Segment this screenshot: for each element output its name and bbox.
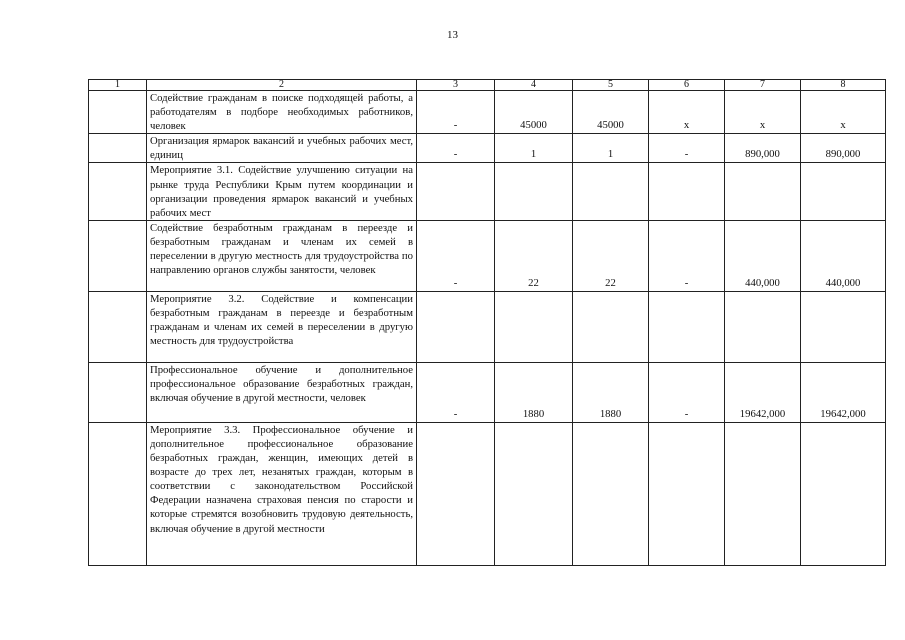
- table-cell: [417, 291, 495, 362]
- column-number-cell: 8: [801, 80, 886, 91]
- table-cell: [89, 163, 147, 220]
- table-cell: х: [649, 91, 725, 134]
- table-cell: 440,000: [725, 220, 801, 291]
- table-cell: 890,000: [725, 134, 801, 163]
- table-cell: [89, 291, 147, 362]
- table-row: [89, 220, 886, 291]
- table-cell: [573, 291, 649, 362]
- table-cell: [495, 422, 573, 565]
- table-row: [89, 422, 886, 565]
- measures-table: [88, 79, 886, 566]
- table-cell: 1: [573, 134, 649, 163]
- table-cell: 22: [495, 220, 573, 291]
- column-number-cell: 4: [495, 80, 573, 91]
- table-cell: [801, 422, 886, 565]
- table-cell: [573, 163, 649, 220]
- table-row: [89, 134, 886, 163]
- table-cell: [89, 220, 147, 291]
- table-cell: [89, 91, 147, 134]
- column-number-cell: 1: [89, 80, 147, 91]
- table-row: [89, 291, 886, 362]
- table-cell: [495, 291, 573, 362]
- table-cell: [89, 362, 147, 422]
- page-number: 13: [447, 29, 458, 41]
- column-number-cell: 7: [725, 80, 801, 91]
- column-number-cell: 3: [417, 80, 495, 91]
- table-cell: [495, 163, 573, 220]
- table-cell: [573, 422, 649, 565]
- indicator-description-cell: Мероприятие 3.1. Содействие улучшению ситуации на рынке труда Республики Крым путем координации и организации проведения ярмарок вакансий и учебных рабочих мест: [147, 163, 417, 220]
- table-cell: [417, 163, 495, 220]
- table-cell: 22: [573, 220, 649, 291]
- column-number-cell: 6: [649, 80, 725, 91]
- table-cell: 1880: [573, 362, 649, 422]
- table-cell: 19642,000: [725, 362, 801, 422]
- table-cell: 45000: [573, 91, 649, 134]
- column-number-cell: 5: [573, 80, 649, 91]
- indicator-description-cell: Содействие гражданам в поиске подходящей работы, а работодателям в подборе необходимых работников, человек: [147, 91, 417, 134]
- indicator-description-cell: Содействие безработным гражданам в переезде и безработным гражданам и членам их семей в переселении в другую местность для трудоустройства по направлению органов службы занятости, человек: [147, 220, 417, 291]
- table-cell: х: [801, 91, 886, 134]
- table-cell: -: [417, 220, 495, 291]
- table-cell: [725, 422, 801, 565]
- table-cell: [417, 422, 495, 565]
- table-cell: 45000: [495, 91, 573, 134]
- indicator-description-cell: Мероприятие 3.3. Профессиональное обучение и дополнительное профессиональное образование безработных граждан, женщин, имеющих детей в возрасте до трех лет, незанятых граждан, которым в соответствии с законодательством Российской Федерации назначена страховая пенсия по старости и которые стремятся возобновить трудовую деятельность, включая обучение в другой местности: [147, 422, 417, 565]
- indicator-description-cell: Мероприятие 3.2. Содействие и компенсации безработным гражданам в переезде и безработным гражданам и членам их семей в переселении в другую местность для трудоустройства: [147, 291, 417, 362]
- table-cell: [649, 422, 725, 565]
- table-cell: 1: [495, 134, 573, 163]
- table-cell: [725, 291, 801, 362]
- table-cell: 440,000: [801, 220, 886, 291]
- table-row: [89, 91, 886, 134]
- table-cell: -: [649, 134, 725, 163]
- column-number-row: [89, 80, 886, 91]
- table-cell: [801, 291, 886, 362]
- table-cell: 1880: [495, 362, 573, 422]
- table-cell: -: [417, 362, 495, 422]
- table-cell: [89, 422, 147, 565]
- column-number-cell: 2: [147, 80, 417, 91]
- table-row: [89, 362, 886, 422]
- table-cell: -: [417, 91, 495, 134]
- table-cell: -: [417, 134, 495, 163]
- table-cell: 19642,000: [801, 362, 886, 422]
- table-body: [89, 80, 886, 566]
- indicator-description-cell: Организация ярмарок вакансий и учебных рабочих мест, единиц: [147, 134, 417, 163]
- table-cell: [725, 163, 801, 220]
- table-cell: [801, 163, 886, 220]
- table-cell: [89, 134, 147, 163]
- table-cell: -: [649, 220, 725, 291]
- table-row: [89, 163, 886, 220]
- table-cell: [649, 291, 725, 362]
- table-cell: [649, 163, 725, 220]
- table-cell: х: [725, 91, 801, 134]
- table-cell: 890,000: [801, 134, 886, 163]
- indicator-description-cell: Профессиональное обучение и дополнительное профессиональное образование безработных граждан, включая обучение в другой местности, человек: [147, 362, 417, 422]
- table-cell: -: [649, 362, 725, 422]
